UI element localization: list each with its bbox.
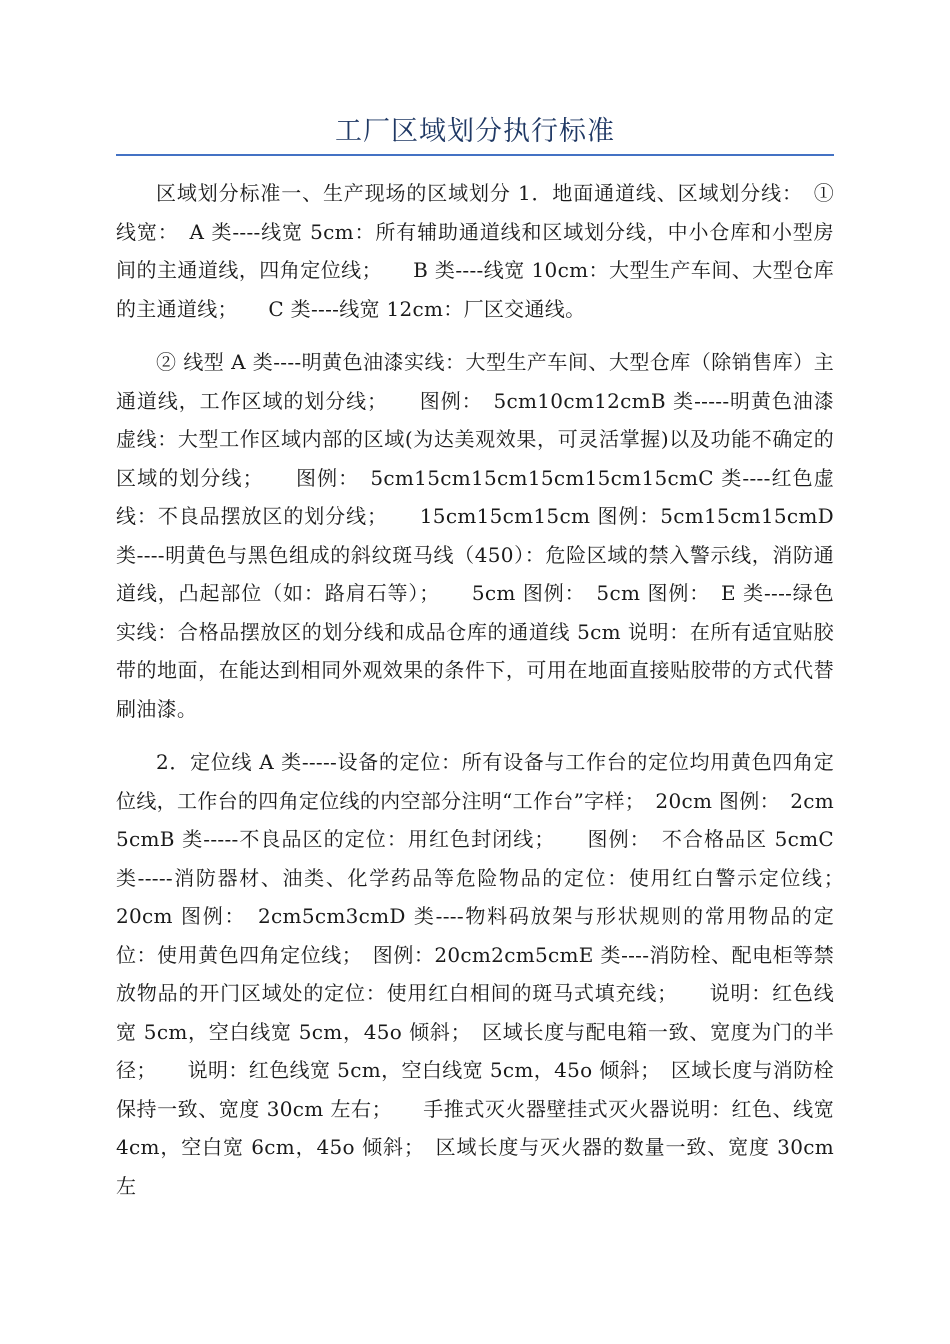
paragraph-1: 区域划分标准一、生产现场的区域划分 1．地面通道线、区域划分线： ①线宽： A 类----线宽 5cm：所有辅助通道线和区域划分线，中小仓库和小型房间的主通道线，四角定位线； B 类----线宽 10cm：大型生产车间、大型仓库的主通道线； C 类----线宽 12cm：厂区交通线。 [116,181,834,321]
paragraph-2: ② 线型 A 类----明黄色油漆实线：大型生产车间、大型仓库（除销售库）主通道线，工作区域的划分线； 图例： 5cm10cm12cmB 类-----明黄色油漆虚线：大型工作区域内部的区域(为达美观效果，可灵活掌握)以及功能不确定的区域的划分线； 图例： 5cm15cm15cm15cm15cm15cmC 类----红色虚线：不良品摆放区的划分线； 15cm15cm15cm 图例：5cm15cm15cmD 类----明黄色与黑色组成的斜纹斑马线（450）：危险区域的禁入警示线，消防通道线，凸起部位（如：路肩石等）； 5cm 图例： 5cm 图例： E 类----绿色实线：合格品摆放区的划分线和成品仓库的通道线 5cm 说明：在所有适宜贴胶带的地面，在能达到相同外观效果的条件下，可用在地面直接贴胶带的方式代替刷油漆。 [116,350,834,721]
title-underline [116,154,834,156]
paragraph-3: 2．定位线 A 类-----设备的定位：所有设备与工作台的定位均用黄色四角定位线，工作台的四角定位线的内空部分注明“工作台”字样； 20cm 图例： 2cm5cmB 类-----不良品区的定位：用红色封闭线； 图例： 不合格品区 5cmC 类-----消防器材、油类、化学药品等危险物品的定位：使用红白警示定位线； 20cm 图例： 2cm5cm3cmD 类----物料码放架与形状规则的常用物品的定位：使用黄色四角定位线； 图例：20cm2cm5cmE 类----消防栓、配电柜等禁放物品的开门区域处的定位：使用红白相间的斑马式填充线； 说明：红色线宽 5cm，空白线宽 5cm，45o 倾斜； 区域长度与配电箱一致、宽度为门的半径； 说明：红色线宽 5cm，空白线宽 5cm，45o 倾斜； 区域长度与消防栓保持一致、宽度 30cm 左右； 手推式灭火器壁挂式灭火器说明：红色、线宽 4cm，空白宽 6cm，45o 倾斜； 区域长度与灭火器的数量一致、宽度 30cm 左 [116,750,875,1198]
document-body [116,174,875,1220]
document-title: 工厂区域划分执行标准 [335,116,615,147]
